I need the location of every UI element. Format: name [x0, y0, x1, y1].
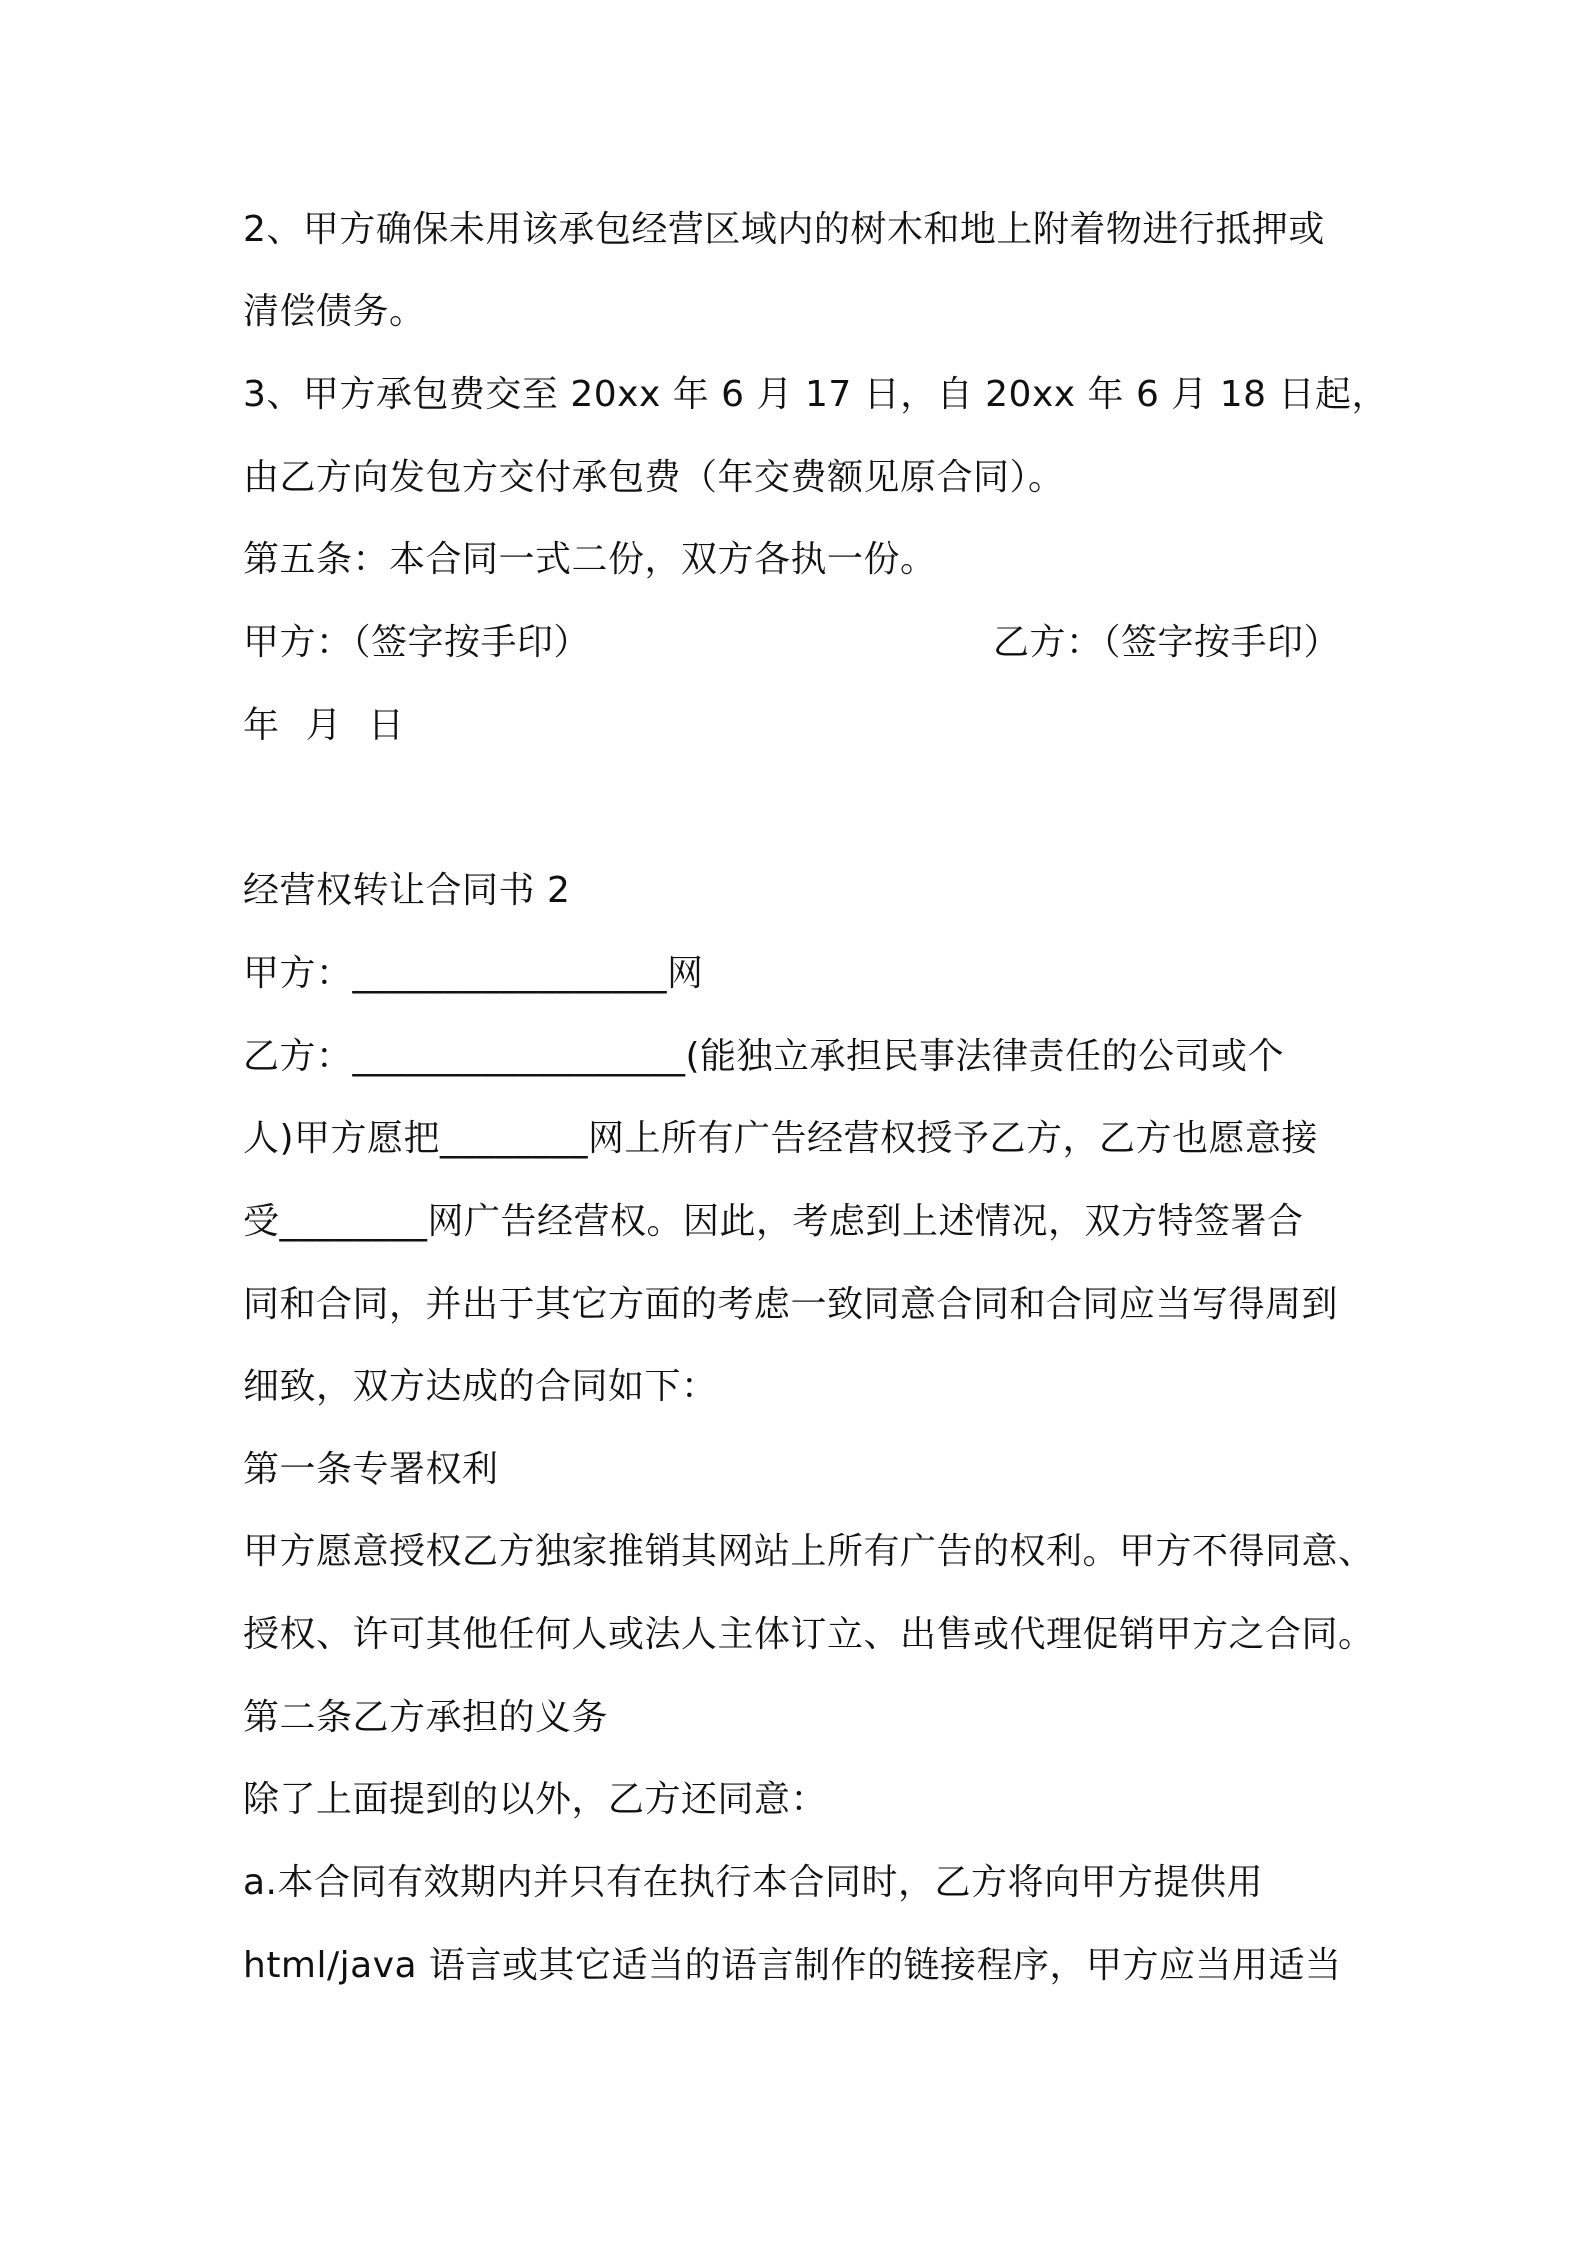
article-1-heading: 第一条专署权利: [243, 1449, 499, 1490]
body-line: 受________网广告经营权。因此，考虑到上述情况，双方特签署合: [243, 1201, 1304, 1242]
party-a-signature: 甲方：（签字按手印）: [243, 622, 591, 663]
party-b-signature: 乙方：（签字按手印）: [993, 622, 1341, 663]
clause-3-line-2: 由乙方向发包方交付承包费（年交费额见原合同）。: [243, 457, 1065, 498]
article-5: 第五条：本合同一式二份，双方各执一份。: [243, 539, 937, 580]
body-line: 同和合同，并出于其它方面的考虑一致同意合同和合同应当写得周到: [243, 1284, 1339, 1325]
date-year: 年: [243, 705, 280, 746]
date-day: 日: [368, 705, 405, 746]
contract-2-title: 经营权转让合同书 2: [243, 870, 571, 911]
body-line: 授权、许可其他任何人或法人主体订立、出售或代理促销甲方之合同。: [243, 1614, 1375, 1655]
body-line: 人)甲方愿把________网上所有广告经营权授予乙方，乙方也愿意接: [243, 1118, 1319, 1159]
body-line: 细致，双方达成的合同如下：: [243, 1366, 718, 1407]
clause-2-line-2: 清偿债务。: [243, 291, 426, 332]
party-b-line: 乙方：__________________(能独立承担民事法律责任的公司或个: [243, 1036, 1285, 1077]
date-row: [243, 703, 1383, 749]
article-2-heading: 第二条乙方承担的义务: [243, 1697, 609, 1738]
clause-2-line-1: 2、甲方确保未用该承包经营区域内的树木和地上附着物进行抵押或: [243, 209, 1325, 250]
body-line: 甲方愿意授权乙方独家推销其网站上所有广告的权利。甲方不得同意、: [243, 1531, 1375, 1572]
clause-3-line-1: 3、甲方承包费交至 20xx 年 6 月 17 日，自 20xx 年 6 月 18 日起，: [243, 374, 1388, 415]
party-a-line: 甲方：_________________网: [243, 953, 704, 994]
body-line: a.本合同有效期内并只有在执行本合同时，乙方将向甲方提供用: [243, 1862, 1264, 1903]
signature-row: [243, 620, 1383, 666]
date-month: 月: [305, 705, 343, 746]
body-line: html/java 语言或其它适当的语言制作的链接程序，甲方应当用适当: [243, 1945, 1342, 1986]
body-line: 除了上面提到的以外，乙方还同意：: [243, 1779, 828, 1820]
